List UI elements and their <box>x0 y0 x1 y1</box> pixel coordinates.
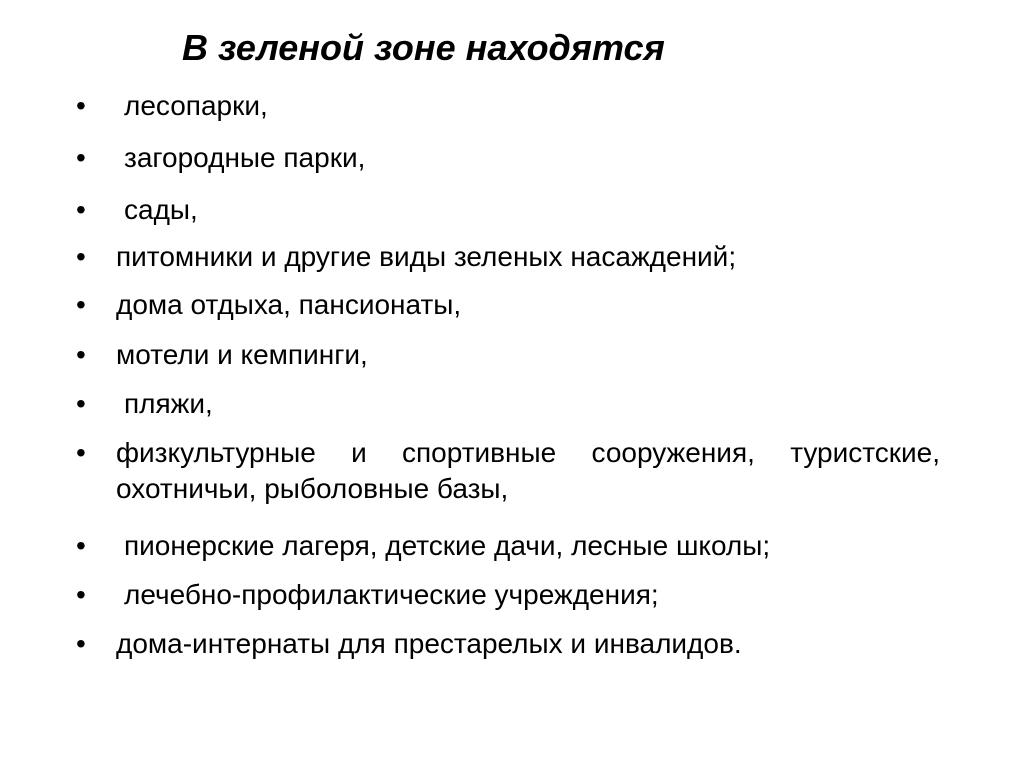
bullet-icon: • <box>76 142 86 173</box>
bullet-icon: • <box>76 388 86 419</box>
list-item-text: лечебно-профилактические учреждения; <box>124 579 659 610</box>
list-item-text: сады, <box>124 194 198 225</box>
bullet-icon: • <box>76 241 86 272</box>
list-item-text: мотели и кемпинги, <box>116 339 368 370</box>
list-item-text: дома-интернаты для престарелых и инвалидов. <box>116 628 742 659</box>
list-item-text: пионерские лагеря, детские дачи, лесные школы; <box>124 530 771 561</box>
bullet-icon: • <box>76 289 86 320</box>
bullet-icon: • <box>76 579 86 610</box>
bullet-icon: • <box>76 437 86 468</box>
bullet-icon: • <box>76 194 86 225</box>
list-item-text: физкультурные и спортивные сооружения, туристские, охотничьи, рыболовные базы, <box>116 437 940 504</box>
bullet-icon: • <box>76 339 86 370</box>
bullet-icon: • <box>76 530 86 561</box>
list-item-text: загородные парки, <box>124 142 366 173</box>
list-item-text: лесопарки, <box>124 90 268 121</box>
slide-title: В зеленой зоне находятся <box>182 27 665 68</box>
bullet-icon: • <box>76 90 86 121</box>
list-item-text: пляжи, <box>124 388 213 419</box>
bullet-icon: • <box>76 628 86 659</box>
list-item-text: дома отдыха, пансионаты, <box>116 289 462 320</box>
list-item-text: питомники и другие виды зеленых насаждений; <box>116 241 737 272</box>
